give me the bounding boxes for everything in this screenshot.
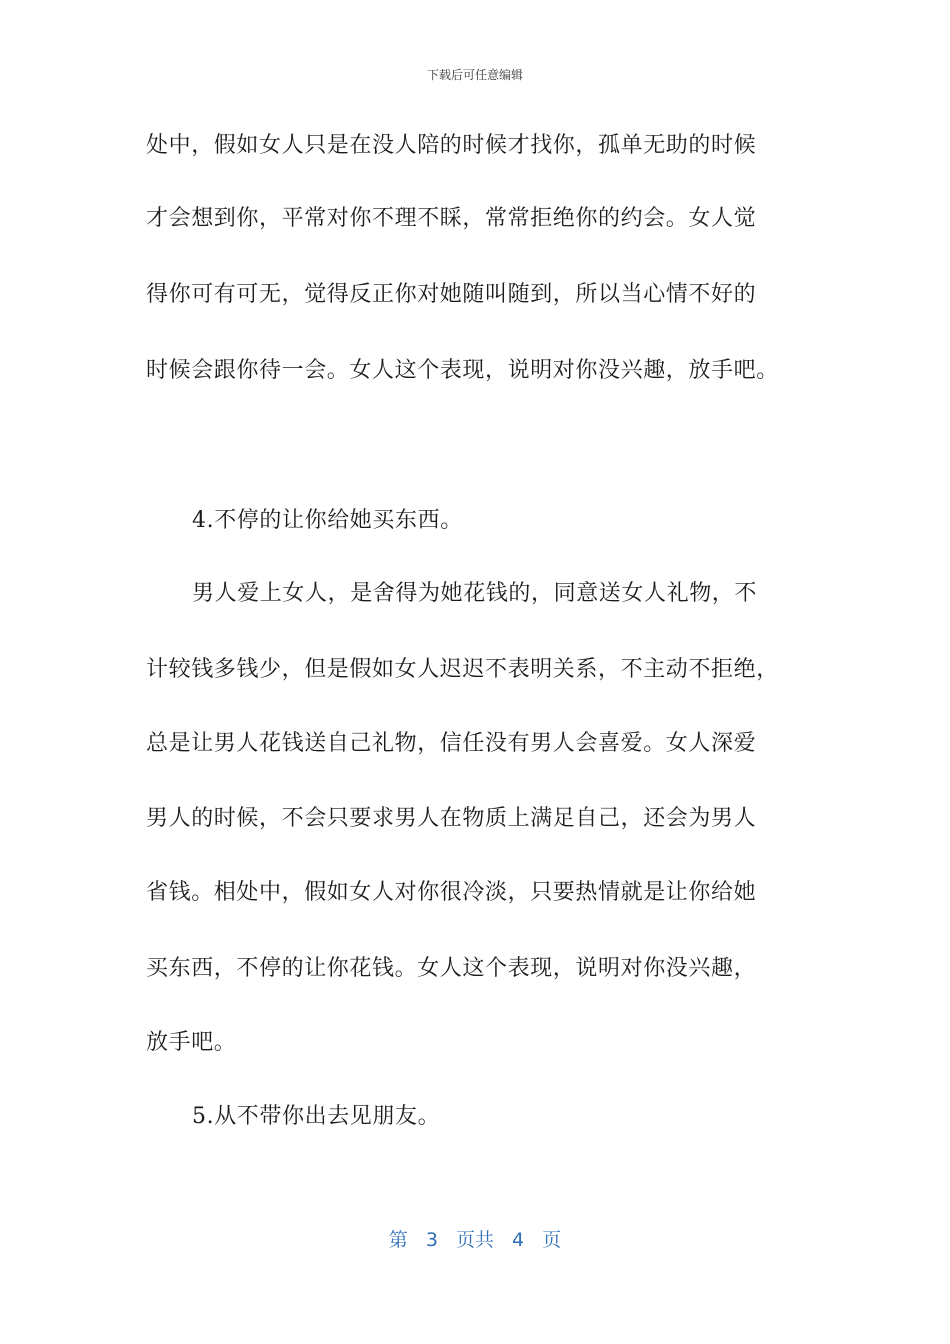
page-header-note: 下载后可任意编辑 bbox=[426, 68, 523, 82]
page-suffix: 页 bbox=[542, 1229, 562, 1251]
page-mid: 页共 bbox=[455, 1229, 494, 1251]
body-line-1: 处中，假如女人只是在没人陪的时候才找你，孤单无助的时候 bbox=[146, 133, 757, 158]
body-line-8: 总是让男人花钱送自己礼物，信任没有男人会喜爱。女人深爱 bbox=[146, 731, 757, 756]
body-line-10: 省钱。相处中，假如女人对你很冷淡，只要热情就是让你给她 bbox=[146, 880, 757, 905]
body-line-7: 计较钱多钱少，但是假如女人迟迟不表明关系，不主动不拒绝， bbox=[146, 657, 779, 682]
page-footer bbox=[0, 1225, 950, 1252]
body-line-6: 男人爱上女人，是舍得为她花钱的，同意送女人礼物，不 bbox=[192, 581, 758, 606]
body-line-2: 才会想到你，平常对你不理不睬，常常拒绝你的约会。女人觉 bbox=[146, 206, 757, 231]
body-line-4: 时候会跟你待一会。女人这个表现，说明对你没兴趣，放手吧。 bbox=[146, 358, 779, 383]
section-heading-5: 5.从不带你出去见朋友。 bbox=[192, 1104, 441, 1129]
body-line-3: 得你可有可无，觉得反正你对她随叫随到，所以当心情不好的 bbox=[146, 282, 757, 307]
body-line-9: 男人的时候，不会只要求男人在物质上满足自己，还会为男人 bbox=[146, 806, 757, 831]
total-pages-number: 4 bbox=[512, 1229, 525, 1251]
section-heading-4: 4.不停的让你给她买东西。 bbox=[192, 508, 463, 533]
body-line-11: 买东西，不停的让你花钱。女人这个表现，说明对你没兴趣， bbox=[146, 956, 757, 981]
body-line-12: 放手吧。 bbox=[146, 1030, 237, 1055]
current-page-number: 3 bbox=[425, 1229, 438, 1251]
page-prefix: 第 bbox=[388, 1229, 408, 1251]
